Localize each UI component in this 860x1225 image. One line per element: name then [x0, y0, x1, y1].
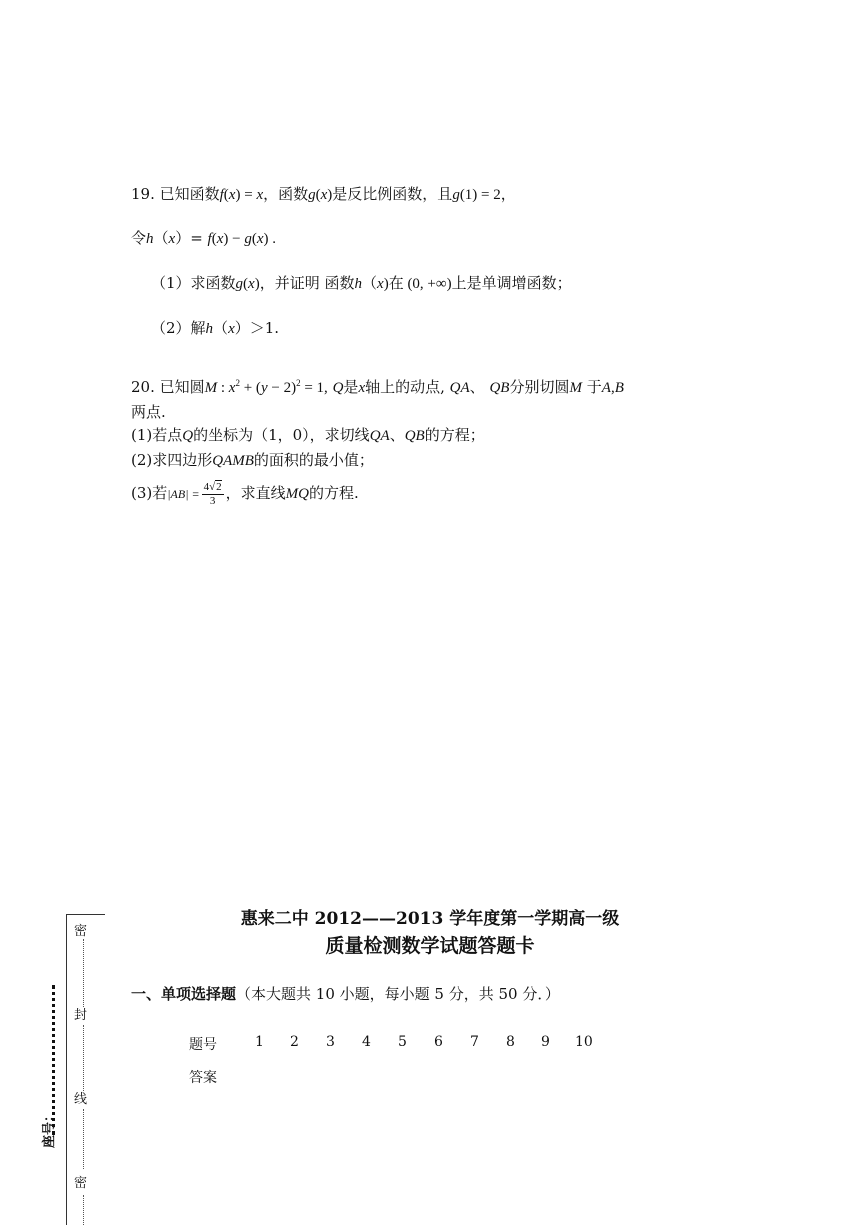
- math: x: [377, 276, 384, 292]
- q19-text: （1）求函数: [151, 274, 236, 292]
- question-number: 10: [575, 1034, 593, 1050]
- q20-text: 分别切圆: [509, 378, 570, 396]
- question-number: 8: [506, 1034, 515, 1050]
- math: h: [354, 276, 362, 292]
- q20-sub-3: [131, 478, 359, 509]
- math: QA: [449, 380, 470, 396]
- question-number: 5: [398, 1034, 407, 1050]
- q19-line-2: [131, 229, 276, 248]
- q19-text: （: [213, 319, 229, 337]
- math: x: [320, 187, 328, 203]
- q19-text: ，: [500, 185, 516, 203]
- q20-text: 轴上的动点,: [365, 378, 445, 396]
- math: QB: [404, 428, 425, 444]
- q19-part-2: [151, 319, 279, 338]
- answer-card-title: 惠来二中 2012——2013 学年度第一学期高一级: [240, 909, 620, 929]
- binding-dotted-line: [83, 939, 84, 1007]
- math: x: [248, 276, 255, 292]
- question-number: 9: [541, 1034, 550, 1050]
- q19-text: （: [362, 274, 378, 292]
- math: x: [256, 187, 264, 203]
- math: (: [315, 187, 321, 203]
- math: QA: [369, 428, 390, 444]
- q19-line-1: [131, 185, 516, 204]
- q20-text: (2)求四边形: [131, 451, 213, 469]
- q20-text: (1)若点: [131, 426, 183, 444]
- math: g: [244, 231, 252, 247]
- question-number: 3: [326, 1034, 335, 1050]
- binding-dotted-line: [83, 1025, 84, 1091]
- math: h: [205, 321, 214, 337]
- binding-dotted-line: [83, 1109, 84, 1169]
- math: ) =: [235, 187, 257, 203]
- math: :: [217, 380, 229, 396]
- math: ): [327, 187, 333, 203]
- row-answer-label: 答案: [189, 1070, 217, 1086]
- math: g: [235, 276, 244, 292]
- math: x: [216, 231, 224, 247]
- q20-text: 是: [343, 378, 359, 396]
- binding-char: 密: [74, 1176, 88, 1191]
- question-number: 1: [255, 1034, 264, 1050]
- q19-text: 是反比例函数，且: [332, 185, 453, 203]
- q19-text: ）=: [175, 229, 208, 247]
- q19-text: （: [153, 229, 169, 247]
- question-number: 4: [362, 1034, 371, 1050]
- binding-char: 线: [74, 1092, 88, 1107]
- math: = 1,: [300, 380, 328, 396]
- binding-char: 封: [74, 1008, 88, 1023]
- math: h: [146, 231, 154, 247]
- section-heading: [131, 983, 560, 1004]
- math: (1) = 2: [459, 187, 501, 203]
- q19-text: 19. 已知函数: [131, 185, 220, 203]
- math: g: [452, 187, 460, 203]
- math: + (: [239, 380, 261, 396]
- math: ) .: [263, 231, 277, 247]
- q20-sub-2: [131, 451, 374, 470]
- q20-text: 的方程.: [309, 484, 359, 502]
- math: 2: [296, 378, 301, 388]
- q20-sub-1: [131, 426, 485, 445]
- q20-line-2: [131, 403, 166, 421]
- row-header-label: 题号: [189, 1037, 217, 1053]
- math: x: [256, 231, 264, 247]
- math: y: [260, 380, 268, 396]
- question-number: 6: [434, 1034, 443, 1050]
- math: 2: [216, 480, 222, 493]
- q20-text: 20. 已知圆: [131, 378, 205, 396]
- q20-text: 于: [586, 378, 602, 396]
- question-number: 7: [470, 1034, 479, 1050]
- math: ,: [610, 380, 615, 396]
- math: 4: [203, 480, 210, 493]
- math: A: [601, 380, 611, 396]
- section-title: 一、单项选择题: [131, 985, 237, 1003]
- math: 3: [209, 494, 216, 507]
- q20-text: 的面积的最小值；: [253, 451, 374, 469]
- q19-text: 上是单调增函数；: [451, 274, 572, 292]
- fraction: $\frac{4√2}{3}$: [203, 480, 222, 507]
- math: (: [223, 187, 229, 203]
- math: f: [219, 187, 224, 203]
- math: QAMB: [212, 453, 254, 469]
- math: g: [308, 187, 316, 203]
- math: M: [204, 380, 218, 396]
- math: 2: [235, 378, 240, 388]
- math: − 2): [267, 380, 297, 396]
- q20-text: 、: [469, 378, 485, 396]
- math: B: [614, 380, 624, 396]
- binding-dotted-line: [83, 1195, 84, 1225]
- seat-label: 座号：: [42, 1108, 57, 1148]
- q19-text: ，函数: [263, 185, 309, 203]
- q19-text: （2）解: [151, 319, 206, 337]
- math: Q: [182, 428, 194, 444]
- binding-char: 密: [74, 924, 88, 939]
- q19-text: 令: [131, 229, 147, 247]
- q20-text: (3)若: [131, 484, 168, 502]
- math: (: [251, 231, 257, 247]
- math: ) −: [223, 231, 245, 247]
- math: x: [228, 321, 235, 337]
- math: x: [228, 187, 236, 203]
- math: Q: [332, 380, 344, 396]
- math: ): [254, 276, 260, 292]
- section-note: （本大题共 10 小题，每小题 5 分，共 50 分．）: [236, 985, 560, 1003]
- math: MQ: [285, 486, 309, 502]
- math: 在 (0, +∞): [388, 276, 452, 292]
- answer-card-subtitle: 质量检测数学试题答题卡: [325, 935, 535, 957]
- q20-text: 的坐标为（1，0），求切线: [193, 426, 370, 444]
- q19-text: ）＞1.: [234, 319, 280, 337]
- question-number: 2: [290, 1034, 299, 1050]
- math: |AB| =: [167, 487, 200, 501]
- math: (: [243, 276, 249, 292]
- q20-text: 、: [389, 426, 405, 444]
- math: QB: [489, 380, 510, 396]
- q20-text: 的方程；: [424, 426, 485, 444]
- q20-line-1: [131, 378, 624, 397]
- math: f: [207, 231, 212, 247]
- math: M: [569, 380, 582, 396]
- math: (: [211, 231, 217, 247]
- math: ): [383, 276, 389, 292]
- math: x: [358, 380, 366, 396]
- q19-text: ，并证明 函数: [259, 274, 355, 292]
- math: x: [228, 380, 236, 396]
- math: x: [168, 231, 176, 247]
- q20-text: 两点.: [131, 403, 166, 421]
- q20-text: ，求直线: [225, 484, 286, 502]
- q19-part-1: [151, 274, 572, 293]
